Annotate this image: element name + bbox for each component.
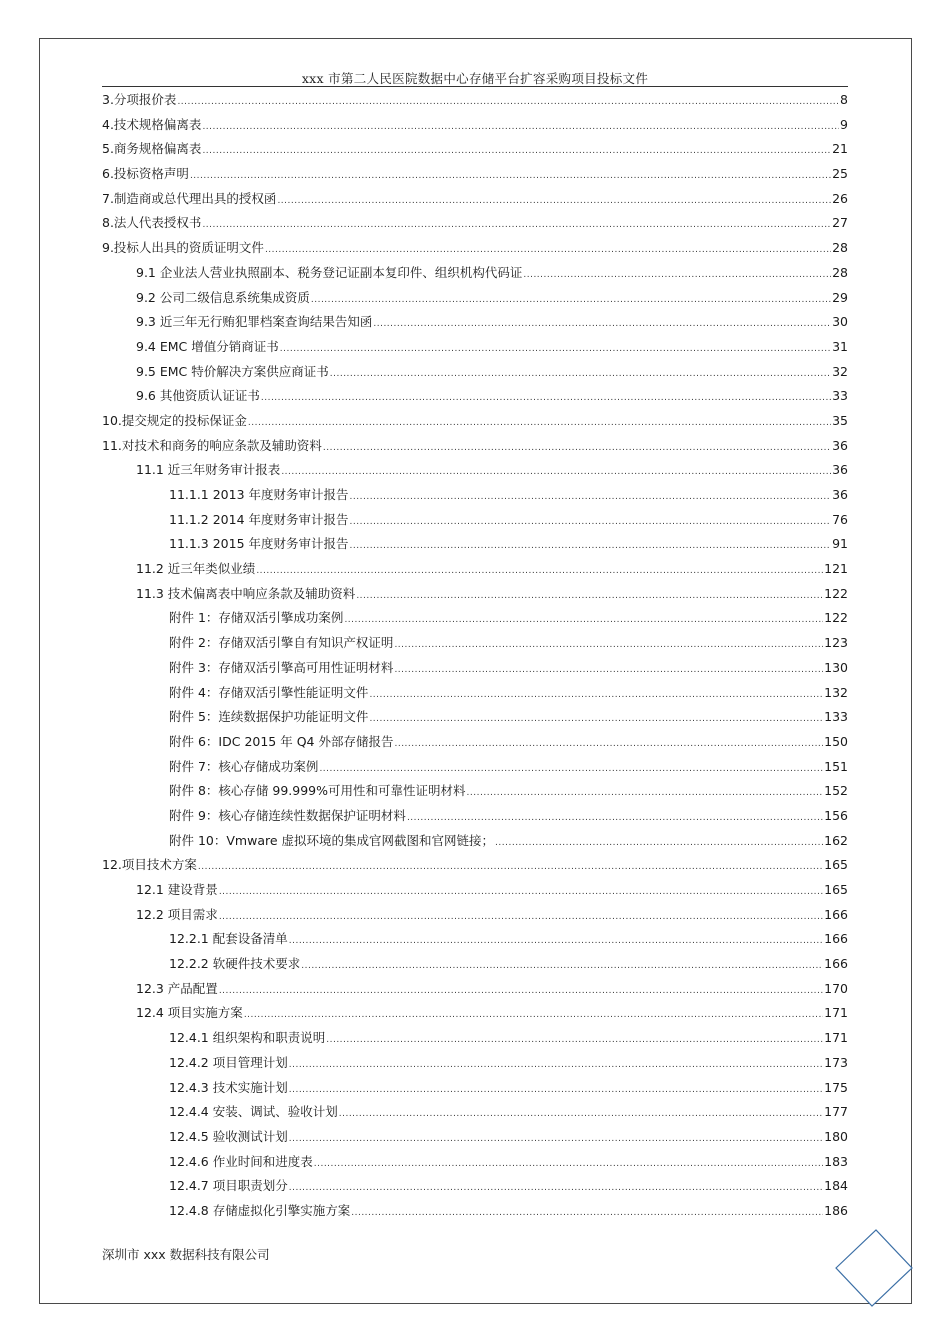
toc-dot-leader [495,831,823,856]
toc-dot-leader [350,510,832,535]
toc-dot-leader [356,584,823,609]
toc-entry-label: 9.投标人出具的资质证明文件 [102,240,264,256]
toc-entry-page-number: 166 [824,906,848,922]
table-of-contents [102,88,848,1224]
toc-entry-page-number: 183 [824,1153,848,1169]
document-footer: 深圳市 xxx 数据科技有限公司 [102,1247,270,1262]
toc-entry-label: 附件 10：Vmware 虚拟环境的集成官网截图和官网链接； [169,832,495,848]
toc-entry-page-number: 32 [832,363,848,379]
toc-dot-leader [244,1003,823,1028]
toc-entry-label: 附件 6：IDC 2015 年 Q4 外部存储报告 [169,733,394,749]
toc-entry[interactable] [102,261,848,286]
toc-entry-page-number: 122 [824,585,848,601]
toc-dot-leader [467,781,824,806]
toc-dot-leader [202,139,831,164]
toc-entry[interactable] [102,1150,848,1175]
toc-entry-label: 9.2 公司二级信息系统集成资质 [136,289,310,305]
toc-dot-leader [369,707,823,732]
toc-entry[interactable] [102,310,848,335]
toc-dot-leader [301,954,823,979]
toc-entry[interactable] [102,656,848,681]
toc-entry[interactable] [102,88,848,113]
toc-entry-label: 11.1.1 2013 年度财务审计报告 [169,487,349,502]
toc-dot-leader [261,386,831,411]
toc-entry-label: 9.5 EMC 特价解决方案供应商证书 [136,363,329,379]
toc-dot-leader [289,1127,823,1152]
toc-entry-label: 9.4 EMC 增值分销商证书 [136,338,279,354]
toc-entry-page-number: 30 [832,314,848,330]
toc-entry-page-number: 180 [824,1128,848,1144]
toc-entry-label: 5.商务规格偏离表 [102,141,202,157]
toc-entry-label: 附件 9：核心存储连续性数据保护证明材料 [169,807,406,823]
toc-dot-leader [344,608,823,633]
toc-dot-leader [219,979,823,1004]
toc-entry-label: 12.2.1 配套设备清单 [169,931,288,947]
toc-entry[interactable] [102,903,848,928]
toc-entry-label: 12.4.5 验收测试计划 [169,1128,288,1144]
toc-entry[interactable] [102,878,848,903]
toc-entry-label: 12.4.2 项目管理计划 [169,1054,288,1070]
toc-entry[interactable] [102,409,848,434]
toc-entry[interactable] [102,1026,848,1051]
toc-dot-leader [248,411,831,436]
document-header: xxx 市第二人民医院数据中心存储平台扩容采购项目投标文件 [301,71,649,86]
toc-entry-page-number: 166 [824,931,848,947]
toc-entry-page-number: 121 [824,561,848,577]
toc-dot-leader [202,213,831,238]
toc-dot-leader [289,1078,823,1103]
toc-entry-page-number: 27 [832,215,848,231]
toc-dot-leader [265,238,831,263]
toc-entry[interactable] [102,532,848,557]
toc-entry-label: 附件 5：连续数据保护功能证明文件 [169,709,369,725]
toc-dot-leader [281,460,831,485]
toc-entry-label: 附件 3：存储双活引擎高可用性证明材料 [169,659,394,675]
toc-entry[interactable] [102,952,848,977]
toc-entry-page-number: 25 [832,166,848,182]
toc-entry-label: 7.制造商或总代理出具的授权函 [102,190,277,206]
toc-entry-label: 附件 8：核心存储 99.999%可用性和可靠性证明材料 [169,783,466,799]
toc-entry-page-number: 186 [824,1202,848,1218]
toc-dot-leader [373,312,831,337]
toc-entry-label: 11.1.2 2014 年度财务审计报告 [169,511,349,527]
toc-entry-label: 附件 2：存储双活引擎自有知识产权证明 [169,635,394,651]
toc-dot-leader [311,288,831,313]
toc-entry[interactable] [102,1174,848,1199]
toc-dot-leader [219,905,823,930]
toc-entry-page-number: 133 [824,709,848,725]
toc-dot-leader [289,1053,823,1078]
toc-entry-label: 12.4.8 存储虚拟化引擎实施方案 [169,1202,351,1218]
toc-entry-label: 12.4.7 项目职责划分 [169,1178,288,1194]
toc-entry[interactable] [102,113,848,138]
toc-dot-leader [289,929,823,954]
toc-entry-page-number: 175 [824,1079,848,1095]
toc-entry-label: 3.分项报价表 [102,92,177,107]
toc-entry-page-number: 36 [832,487,848,502]
toc-entry-label: 12.1 建设背景 [136,882,218,897]
toc-entry-page-number: 33 [832,388,848,404]
toc-entry-page-number: 35 [832,412,848,428]
toc-entry-label: 10.提交规定的投标保证金 [102,412,247,428]
toc-entry[interactable] [102,804,848,829]
toc-entry-page-number: 9 [840,116,848,132]
toc-dot-leader [177,90,839,115]
toc-entry-label: 9.6 其他资质认证证书 [136,388,260,404]
toc-entry-label: 9.1 企业法人营业执照副本、税务登记证副本复印件、组织机构代码证 [136,264,523,280]
toc-entry-page-number: 31 [832,338,848,354]
toc-entry-label: 12.4.1 组织架构和职责说明 [169,1030,326,1046]
toc-dot-leader [277,189,831,214]
toc-entry[interactable] [102,286,848,311]
toc-dot-leader [202,115,839,140]
toc-entry[interactable] [102,236,848,261]
header-rule [102,86,848,87]
toc-entry-label: 11.3 技术偏离表中响应条款及辅助资料 [136,585,356,601]
toc-dot-leader [323,436,831,461]
toc-entry-page-number: 28 [832,264,848,280]
toc-entry[interactable] [102,335,848,360]
toc-entry-page-number: 151 [824,758,848,774]
toc-entry[interactable] [102,1051,848,1076]
toc-dot-leader [198,855,823,880]
toc-entry-page-number: 91 [832,536,848,552]
toc-entry[interactable] [102,137,848,162]
toc-entry-page-number: 171 [824,1005,848,1021]
toc-entry-page-number: 184 [824,1178,848,1194]
toc-dot-leader [394,732,823,757]
toc-entry[interactable] [102,434,848,459]
toc-entry[interactable] [102,483,848,508]
toc-entry[interactable] [102,582,848,607]
toc-entry-page-number: 29 [832,289,848,305]
toc-entry[interactable] [102,1100,848,1125]
toc-entry-label: 4.技术规格偏离表 [102,116,202,132]
toc-entry-page-number: 177 [824,1104,848,1120]
toc-entry[interactable] [102,1076,848,1101]
toc-entry-label: 12.4.6 作业时间和进度表 [169,1153,313,1169]
toc-entry-label: 附件 1：存储双活引擎成功案例 [169,610,344,626]
toc-entry-page-number: 165 [824,882,848,897]
toc-entry[interactable] [102,681,848,706]
toc-entry[interactable] [102,1199,848,1224]
toc-entry-page-number: 28 [832,240,848,256]
toc-entry-label: 9.3 近三年无行贿犯罪档案查询结果告知函 [136,314,373,330]
toc-dot-leader [289,1176,823,1201]
toc-dot-leader [369,683,823,708]
toc-entry[interactable] [102,977,848,1002]
toc-entry-label: 11.2 近三年类似业绩 [136,561,256,577]
toc-entry[interactable] [102,631,848,656]
toc-dot-leader [351,1201,823,1226]
toc-entry[interactable] [102,829,848,854]
toc-entry[interactable] [102,1001,848,1026]
toc-entry-label: 12.4 项目实施方案 [136,1005,243,1021]
toc-entry[interactable] [102,705,848,730]
toc-entry-label: 附件 4：存储双活引擎性能证明文件 [169,684,369,700]
toc-entry-page-number: 165 [824,857,848,873]
toc-entry-label: 12.4.3 技术实施计划 [169,1079,288,1095]
toc-entry-page-number: 36 [832,462,848,478]
toc-entry-label: 12.2.2 软硬件技术要求 [169,956,301,972]
toc-entry-page-number: 76 [832,511,848,527]
toc-entry-page-number: 21 [832,141,848,157]
toc-dot-leader [350,534,832,559]
toc-entry-label: 12.2 项目需求 [136,906,218,922]
toc-entry[interactable] [102,1125,848,1150]
toc-entry[interactable] [102,557,848,582]
toc-entry-label: 12.3 产品配置 [136,980,218,996]
toc-entry-page-number: 170 [824,980,848,996]
toc-entry-page-number: 171 [824,1030,848,1046]
toc-dot-leader [407,806,823,831]
toc-entry[interactable] [102,360,848,385]
toc-dot-leader [394,633,823,658]
toc-entry-label: 11.1.3 2015 年度财务审计报告 [169,536,349,552]
toc-entry[interactable] [102,755,848,780]
toc-entry-page-number: 173 [824,1054,848,1070]
toc-entry-label: 6.投标资格声明 [102,166,189,182]
toc-entry-page-number: 8 [840,92,848,107]
toc-entry-page-number: 156 [824,807,848,823]
toc-entry[interactable] [102,730,848,755]
toc-entry-page-number: 123 [824,635,848,651]
toc-dot-leader [394,658,823,683]
toc-entry[interactable] [102,853,848,878]
toc-dot-leader [256,559,823,584]
toc-entry-page-number: 36 [832,437,848,453]
toc-dot-leader [339,1102,823,1127]
toc-entry[interactable] [102,927,848,952]
toc-dot-leader [326,1028,823,1053]
toc-dot-leader [523,263,831,288]
toc-entry-page-number: 166 [824,956,848,972]
toc-entry-page-number: 130 [824,659,848,675]
toc-entry-page-number: 152 [824,783,848,799]
toc-entry-label: 12.4.4 安装、调试、验收计划 [169,1104,338,1120]
toc-entry[interactable] [102,458,848,483]
toc-dot-leader [319,757,823,782]
toc-entry[interactable] [102,606,848,631]
toc-entry[interactable] [102,187,848,212]
toc-dot-leader [190,164,831,189]
toc-dot-leader [280,337,831,362]
toc-dot-leader [350,485,832,510]
toc-entry-label: 11.1 近三年财务审计报表 [136,462,281,478]
toc-entry[interactable] [102,162,848,187]
toc-entry-page-number: 132 [824,684,848,700]
toc-entry[interactable] [102,211,848,236]
toc-entry-page-number: 122 [824,610,848,626]
toc-dot-leader [314,1152,823,1177]
toc-entry[interactable] [102,384,848,409]
toc-dot-leader [330,362,831,387]
toc-entry[interactable] [102,508,848,533]
toc-entry-label: 附件 7：核心存储成功案例 [169,758,319,774]
toc-entry-page-number: 150 [824,733,848,749]
toc-entry-label: 8.法人代表授权书 [102,215,202,231]
page-curl-icon [832,1228,914,1308]
toc-entry-label: 11.对技术和商务的响应条款及辅助资料 [102,437,322,453]
toc-entry-label: 12.项目技术方案 [102,857,197,873]
toc-entry-page-number: 26 [832,190,848,206]
toc-entry[interactable] [102,779,848,804]
toc-dot-leader [219,880,823,905]
toc-entry-page-number: 162 [824,832,848,848]
